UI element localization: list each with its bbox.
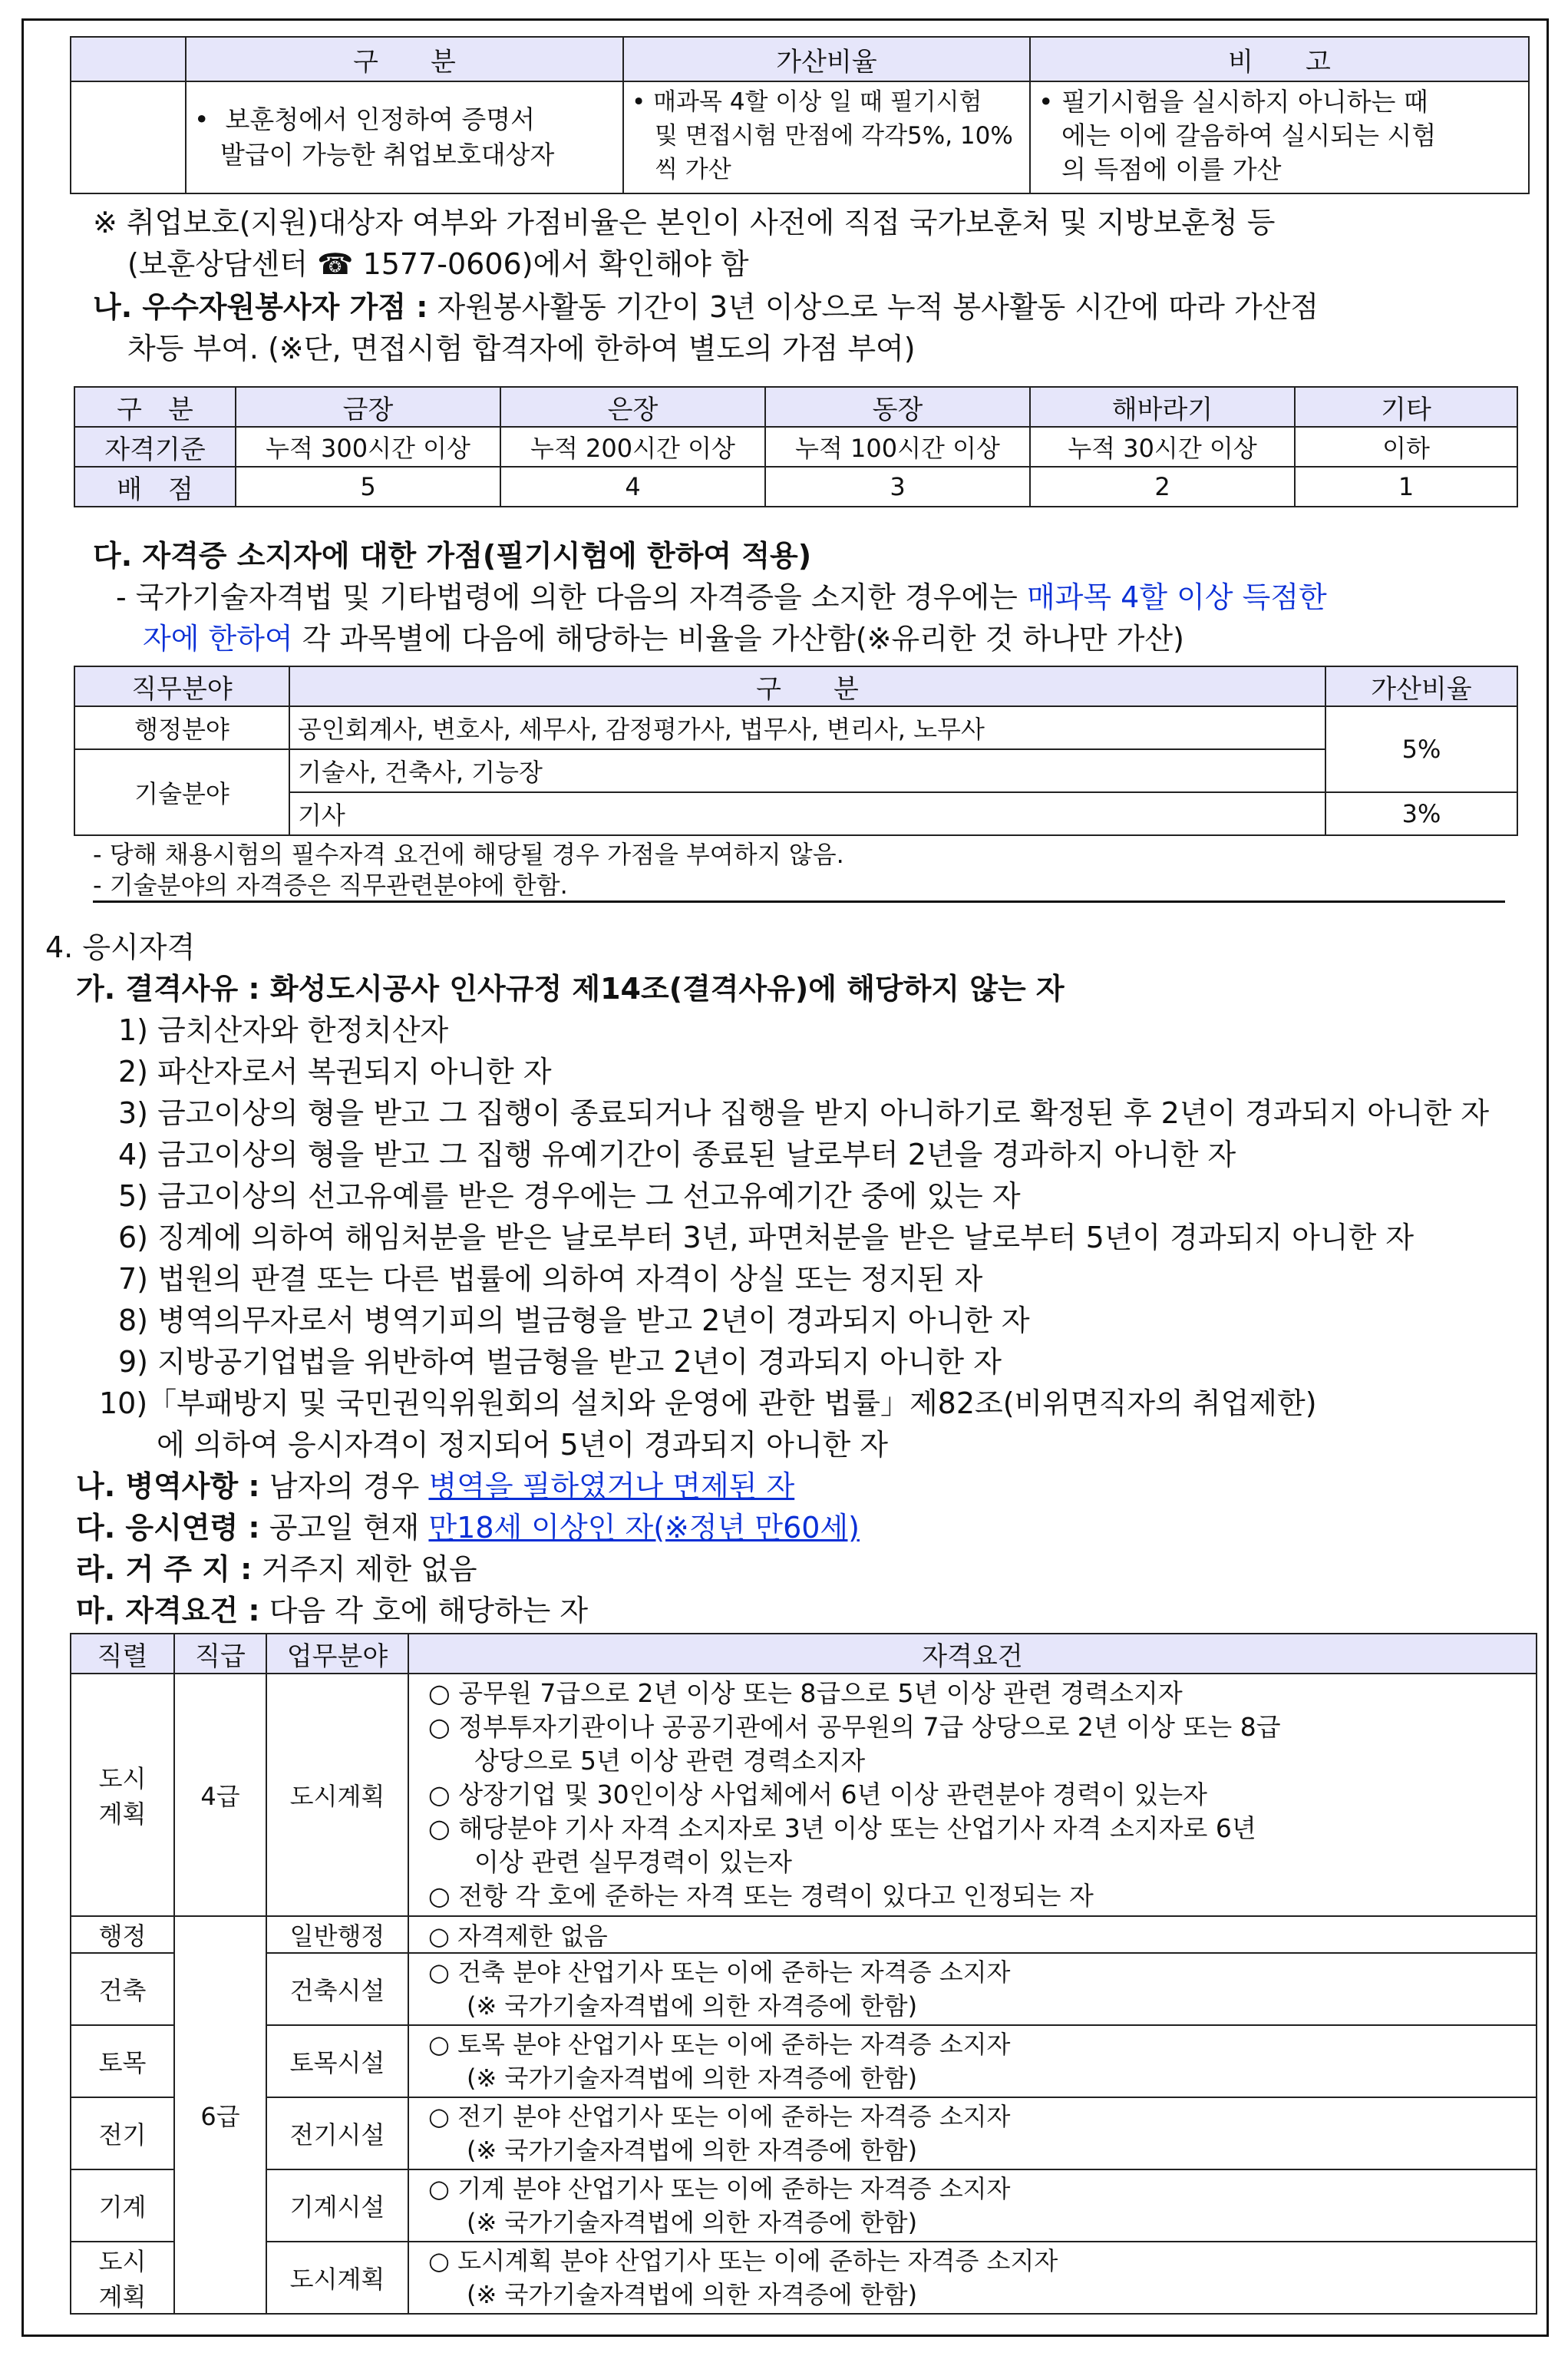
t4-requirements: ○ 토목 분야 산업기사 또는 이에 준하는 자격증 소지자 (※ 국가기술자격법에 의한 자격증에 한함) (408, 2025, 1537, 2097)
list-item: 4) 금고이상의 형을 받고 그 집행 유예기간이 종료된 날로부터 2년을 경과하지 아니한 자 (118, 1138, 1236, 1171)
t4-grade: 4급 (174, 1674, 266, 1916)
list-item: 5) 금고이상의 선고유예를 받은 경우에는 그 선고유예기간 중에 있는 자 (118, 1179, 1021, 1213)
veteran-note: ※ 취업보호(지원)대상자 여부와 가점비율은 본인이 사전에 직접 국가보훈처 및 지방보훈청 등 (보훈상담센터 ☎ 1577-0606)에서 확인해야 함 (93, 206, 1276, 281)
t4-field: 일반행정 (266, 1916, 408, 1953)
t4-series: 토목 (71, 2025, 174, 2097)
t2-header: 해바라기 (1030, 387, 1295, 427)
list-item: 2) 파산자로서 복권되지 아니한 자 (118, 1055, 552, 1089)
t4-requirements: ○ 도시계획 분야 산업기사 또는 이에 준하는 자격증 소지자 (※ 국가기술자격법에 의한 자격증에 한함) (408, 2242, 1537, 2314)
t4-header: 자격요건 (408, 1634, 1537, 1674)
t4-header: 직렬 (71, 1634, 174, 1674)
t2-cell: 2 (1030, 467, 1295, 507)
volunteer-section: 나. 우수자원봉사자 가점 : 자원봉사활동 기간이 3년 이상으로 누적 봉사활동 시간에 따라 가산점 차등 부여. (※단, 면접시험 합격자에 한하여 별도의 가점 부여) (93, 290, 1319, 365)
t2-cell: 누적 100시간 이상 (765, 427, 1030, 467)
t4-header: 업무분야 (266, 1634, 408, 1674)
t4-requirements: ○ 건축 분야 산업기사 또는 이에 준하는 자격증 소지자 (※ 국가기술자격법에 의한 자격증에 한함) (408, 1953, 1537, 2025)
t4-requirements: ○ 공무원 7급으로 2년 이상 또는 8급으로 5년 이상 관련 경력소지자 ○ 정부투자기관이나 공공기관에서 공무원의 7급 상당으로 2년 이상 또는 8급 상당으로 5년 이상 관련 경력소지자 ○ 상장기업 및 30인이상 사업체에서 6년 이상 관련분야 경력이 있는자 ○ 해당분야 기사 자격 소지자로 3년 이상 또는 산업기사 자격 소지자로 6년 이상 관련 실무경력이 있는자 ○ 전항 각 호에 준하는 자격 또는 경력이 있다고 인정되는 자 (408, 1674, 1537, 1916)
t2-cell: 누적 30시간 이상 (1030, 427, 1295, 467)
t4-series: 건축 (71, 1953, 174, 2025)
t3-rate-3: 3% (1325, 792, 1517, 835)
certificate-table (74, 666, 1518, 836)
t3-header: 가산비율 (1325, 666, 1517, 706)
t3-admin-items: 공인회계사, 변호사, 세무사, 감정평가사, 법무사, 변리사, 노무사 (289, 706, 1325, 749)
list-item: 7) 법원의 판결 또는 다른 법률에 의하여 자격이 상실 또는 정지된 자 (118, 1262, 983, 1296)
t4-header: 직급 (174, 1634, 266, 1674)
t2-cell: 4 (500, 467, 765, 507)
t4-series: 전기 (71, 2097, 174, 2169)
veteran-bonus-table (70, 36, 1530, 194)
t4-field: 도시계획 (266, 2242, 408, 2314)
list-item: 3) 금고이상의 형을 받고 그 집행이 종료되거나 집행을 받지 아니하기로 확정된 후 2년이 경과되지 아니한 자 (118, 1096, 1490, 1130)
t2-header: 기타 (1295, 387, 1517, 427)
certificate-section: 다. 자격증 소지자에 대한 가점(필기시험에 한하여 적용) - 국가기술자격법 및 기타법령에 의한 다음의 자격증을 소지한 경우에는 매과목 4할 이상 득점한 자에 한하여 각 과목별에 다음에 해당하는 비율을 가산함(※유리한 것 하나만 가산) (93, 539, 1327, 656)
t2-cell: 누적 200시간 이상 (500, 427, 765, 467)
t1-rate-cell: • 매과목 4할 이상 일 때 필기시험 및 면접시험 만점에 각각5%, 10% 씩 가산 (623, 81, 1030, 193)
list-item: 1) 금치산자와 한정치산자 (118, 1013, 449, 1047)
t4-requirements: ○ 자격제한 없음 (408, 1916, 1537, 1953)
t4-grade: 6급 (174, 1916, 266, 2314)
t3-header: 직무분야 (74, 666, 289, 706)
document-page (21, 18, 1549, 2337)
volunteer-table (74, 386, 1518, 507)
t2-cell: 누적 300시간 이상 (236, 427, 500, 467)
t4-field: 토목시설 (266, 2025, 408, 2097)
t4-series: 도시 계획 (71, 2242, 174, 2314)
t3-field-admin: 행정분야 (74, 706, 289, 749)
t4-requirements: ○ 기계 분야 산업기사 또는 이에 준하는 자격증 소지자 (※ 국가기술자격법에 의한 자격증에 한함) (408, 2169, 1537, 2242)
t2-row-label: 자격기준 (74, 427, 236, 467)
section-title: 4. 응시자격 (45, 930, 196, 964)
t1-header-note: 비 고 (1030, 37, 1529, 81)
t2-header: 동장 (765, 387, 1030, 427)
eligibility-section: 4. 응시자격 가. 결격사유 : 화성도시공사 인사규정 제14조(결격사유)에 해당하지 않는 자 1) 금치산자와 한정치산자 2) 파산자로서 복권되지 아니한 자 3) 금고이상의 형을 받고 그 집행이 종료되거나 집행을 받지 아니하기로 확정된 후 2년이 경과되지 아니한 자 4) 금고이상의 형을 받고 그 집행 유예기간이 종료된 날로부터 2년을 경과하지 아니한 자 5) 금고이상의 선고유예를 받은 경우에는 그 선고유예기간 중에 있는 자 6) 징계에 의하여 해임처분을 받은 날로부터 3년, 파면처분을 받은 날로부터 5년이 경과되지 아니한 자 7) 법원의 판결 또는 다른 법률에 의하여 자격이 상실 또는 정지된 자 8) 병역의무자로서 병역기피의 벌금형을 받고 2년이 경과되지 아니한 자 9) 지방공기업법을 위반하여 벌금형을 받고 2년이 경과되지 아니한 자 10)「부패방지 및 국민권익위원회의 설치와 운영에 관한 법률」제82조(비위면직자의 취업제한) 에 의하여 응시자격이 정지되어 5년이 경과되지 아니한 자 나. 병역사항 : 남자의 경우 병역을 필하였거나 면제된 자 다. 응시연령 : 공고일 현재 만18세 이상인 자(※정년 만60세) 라. 거 주 지 : 거주지 제한 없음 마. 자격요건 : 다음 각 호에 해당하는 자 (45, 927, 1489, 1631)
certificate-notes: - 당해 채용시험의 필수자격 요건에 해당될 경우 가점을 부여하지 않음. - 기술분야의 자격증은 직무관련분야에 한함. (93, 839, 1505, 903)
list-item: 8) 병역의무자로서 병역기피의 벌금형을 받고 2년이 경과되지 아니한 자 (118, 1304, 1030, 1337)
list-item: 10)「부패방지 및 국민권익위원회의 설치와 운영에 관한 법률」제82조(비위면직자의 취업제한) (99, 1386, 1317, 1420)
disqualification-list (45, 1009, 1489, 1465)
t4-field: 도시계획 (266, 1674, 408, 1916)
t1-header-rate: 가산비율 (623, 37, 1030, 81)
t4-field: 전기시설 (266, 2097, 408, 2169)
t4-series: 행정 (71, 1916, 174, 1953)
list-item: 에 의하여 응시자격이 정지되어 5년이 경과되지 아니한 자 (157, 1428, 889, 1462)
t3-field-tech: 기술분야 (74, 749, 289, 835)
qualification-table (70, 1633, 1537, 2315)
t4-series: 기계 (71, 2169, 174, 2242)
t1-category-cell: • 보훈청에서 인정하여 증명서 발급이 가능한 취업보호대상자 (186, 81, 623, 193)
t2-row-label: 배 점 (74, 467, 236, 507)
t2-header: 은장 (500, 387, 765, 427)
t1-header-category: 구 분 (186, 37, 623, 81)
t2-header: 구 분 (74, 387, 236, 427)
t2-cell: 1 (1295, 467, 1517, 507)
t2-cell: 이하 (1295, 427, 1517, 467)
t4-requirements: ○ 전기 분야 산업기사 또는 이에 준하는 자격증 소지자 (※ 국가기술자격법에 의한 자격증에 한함) (408, 2097, 1537, 2169)
list-item: 9) 지방공기업법을 위반하여 벌금형을 받고 2년이 경과되지 아니한 자 (118, 1345, 1002, 1379)
t3-tech-items: 기술사, 건축사, 기능장 (289, 749, 1325, 792)
t2-header: 금장 (236, 387, 500, 427)
t2-cell: 3 (765, 467, 1030, 507)
t2-cell: 5 (236, 467, 500, 507)
t3-rate-5: 5% (1325, 706, 1517, 792)
t3-tech-items: 기사 (289, 792, 1325, 835)
t4-field: 건축시설 (266, 1953, 408, 2025)
list-item: 6) 징계에 의하여 해임처분을 받은 날로부터 3년, 파면처분을 받은 날로부터 5년이 경과되지 아니한 자 (118, 1221, 1415, 1254)
t3-header: 구 분 (289, 666, 1325, 706)
t1-note-cell: • 필기시험을 실시하지 아니하는 때 에는 이에 갈음하여 실시되는 시험 의 득점에 이를 가산 (1030, 81, 1529, 193)
t4-field: 기계시설 (266, 2169, 408, 2242)
t4-series: 도시 계획 (71, 1674, 174, 1916)
